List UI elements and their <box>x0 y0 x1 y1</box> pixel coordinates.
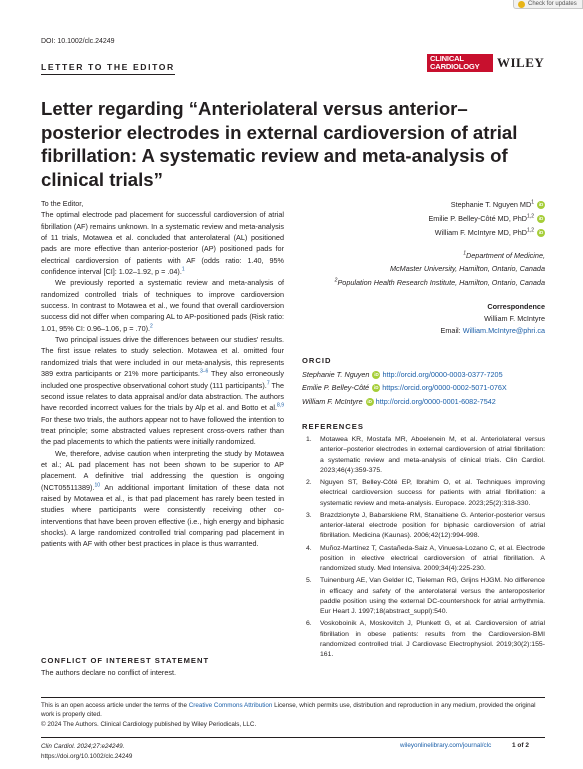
paragraph-2: We previously reported a systematic review and meta-analysis of randomized controlled trials of techniques to improve cardioversion success. In contrast to Motawea et al., we found that overall cardioversion success did not differ when comparing AL to AP-positioned pads (Risk ratio: 1.01, 95% CI: 0.96–1.06, p = .70).$^2$ <box>41 278 284 333</box>
correspondence-heading: Correspondence <box>487 301 545 311</box>
author-line: Stephanie T. Nguyen $MD^1$ iD <box>450 199 544 209</box>
coi-text: The authors declare no conflict of interest. <box>41 668 177 677</box>
footer-rule-2 <box>41 737 545 738</box>
author-line: Emilie P. Belley-Côté MD, PhD$^{1,2}$ iD <box>428 213 544 223</box>
orcid-entry: Emilie P. Belley-Côté iD https://orcid.org/0000-0002-5071-076X <box>302 383 507 393</box>
orcid-icon: iD <box>367 398 372 404</box>
orcid-entry: William F. McIntyre iD http://orcid.org/0000-0001-6082-7542 <box>302 396 496 406</box>
affiliation-1: $^1$Department of Medicine, <box>463 250 545 260</box>
orcid-icon: iD <box>373 385 379 391</box>
reference-item: 4. Muñoz-Martínez T, Castañeda-Saiz A, Vinuesa-Lozano C, et al. Electrode position in elective electrical cardioversion of atrial fibrillation. A randomized study. Med Intensiva. 2009;34(4):225-230. <box>306 544 545 572</box>
reference-item: 6. Voskoboinik A, Moskovitch J, Plunkett G, et al. Cardioversion of atrial fibrillation in obese patients: results from the Cardioversion-BMI randomized controlled trial. J Cardiovasc Electrophysiol. 2019;30(2):155-161. <box>306 620 545 658</box>
article-doi: DOI: 10.1002/clc.24249 <box>41 38 115 45</box>
paragraph-4: We, therefore, advise caution when interpreting the study by Motawea et al.; AL pad placement has not been shown to be superior to AP placement. A definitive trial addressing the question is ongoing (NCT05511389).$^{10}$ An additional important limitation of these data not raised by Motawea et al., is that pad placement has rarely been tested in studies where participants were consistently receiving other co-interventions that have been proven effective (i.e., high energy and biphasic shocks). A large randomized controlled trial comparing pad placement in patients with AF with other best practices in place is thus warranted. <box>41 448 284 549</box>
citation-7[interactable]: 7 <box>266 380 270 387</box>
update-icon <box>518 1 525 8</box>
kicker-rule <box>41 74 175 75</box>
salutation: To the Editor, <box>41 199 84 208</box>
orcid-link[interactable]: http://orcid.org/0000-0003-0377-7205 <box>382 370 503 379</box>
citation-8-9[interactable]: 8,9 <box>277 402 284 409</box>
orcid-link[interactable]: http://orcid.org/0000-0001-6082-7542 <box>375 396 496 406</box>
check-for-updates-label: Check for updates <box>528 1 577 7</box>
letter-body <box>41 198 284 550</box>
orcid-heading: ORCID <box>302 356 332 365</box>
author-line: William F. McIntyre MD, PhD$^{1,2}$ iD <box>434 227 544 237</box>
paragraph-1: The optimal electrode pad placement for successful cardioversion of atrial fibrillation (AF) remains unknown. In a systematic review and meta-analysis of 11 trials, Motawea et al. concluded that anterolateral (AL) positioned pads are more effective than anterior-posterior (AP) positioned pads for electrical cardioversion of patients with AF (odds ratio: 1.40, 95% confidence interval [CI]: 1.02–1.92, p = .04).$^1$ <box>41 210 284 277</box>
author-list <box>302 198 545 240</box>
footer-rule <box>41 697 545 698</box>
publisher-logo: WILEY <box>497 55 545 70</box>
reference-item: 1. Motawea KR, Mostafa MR, Aboelenein M, et al. Anteriolateral versus anterior–posterior electrodes in external cardioversion of atrial fibrillation: a systematic review and meta-analysis of clinical trials. Clin Cardiol. 2023;46(4):359-375. <box>306 436 545 474</box>
citation-10[interactable]: 10 <box>94 482 101 489</box>
email-link[interactable]: William.McIntyre@phri.ca <box>462 325 545 335</box>
journal-url[interactable]: wileyonlinelibrary.com/journal/clc <box>400 742 492 749</box>
affiliation-1-cont: McMaster University, Hamilton, Ontario, Canada <box>390 264 545 274</box>
license-link[interactable]: Creative Commons Attribution <box>188 702 273 709</box>
license-note: This is an open access article under the terms of the Creative Commons Attribution License, which permits use, distribution and reproduction in any medium, provided the original work is properly cited. © 2024 The Authors. Clinical Cardiology published by Wiley Periodicals, LLC. <box>41 702 536 728</box>
paragraph-3: Two principal issues drive the differences between our studies' results. The first issue relates to study selection. Motawea et al. omitted four randomized trials that were included in our meta-analysis, this represents 389 extra participants or 21% more participants.$^{3-6}$ They also erroneously included one prospective observational cohort study (111 participants).$^7$ The second issue relates to data appraisal and/or data abstraction. The authors have recorded incorrect values for the trials by Alp et al. and Botto et al.$^{8,9}$ For these two trials, the authors appear not to have followed the intention to treat principle; some abstracted values represent cross-overs rather than the pad placements to which the patients were initially randomized. <box>41 335 284 447</box>
orcid-entry: Stephanie T. Nguyen iD http://orcid.org/0000-0003-0377-7205 <box>302 370 503 379</box>
citation-3-6[interactable]: 3–6 <box>199 368 209 375</box>
citation-2[interactable]: 2 <box>150 323 153 330</box>
reference-item: 2. Nguyen ST, Belley-Côté EP, Ibrahim O, et al. Techniques improving electrical cardioversion success for patients with atrial fibrillation: a systematic review and meta-analysis. Europace. 2023;25(2):318-330. <box>306 479 545 507</box>
doi-url[interactable]: https://doi.org/10.1002/clc.24249 <box>41 752 133 760</box>
orcid-icon[interactable]: iD <box>538 202 544 208</box>
affiliations <box>302 249 545 289</box>
reference-item: 3. Brazdzionyte J, Babarskiene RM, Stanaitiene G. Anterior-posterior versus anterior-lateral electrode position for biphasic cardioversion of atrial fibrillation. Medicina (Kaunas). 2006;42(12):994-998. <box>306 511 545 540</box>
correspondence-name: William F. McIntyre <box>484 313 545 323</box>
coi-heading: CONFLICT OF INTEREST STATEMENT <box>41 656 210 665</box>
affiliation-2: $^2$Population Health Research Institute, Hamilton, Ontario, Canada <box>334 277 545 287</box>
citation-1[interactable]: 1 <box>181 266 185 273</box>
page-number: 1 of 2 <box>512 742 529 749</box>
journal-citation: Clin Cardiol. 2024;27:e24249. <box>41 743 125 750</box>
orcid-link[interactable]: https://orcid.org/0000-0002-5071-076X <box>382 383 507 393</box>
journal-logo: CLINICAL CARDIOLOGY <box>427 54 493 72</box>
orcid-icon[interactable]: iD <box>538 216 544 222</box>
references-heading: REFERENCES <box>302 422 364 431</box>
check-for-updates-badge[interactable] <box>513 0 583 9</box>
correspondence-email: Email: William.McIntyre@phri.ca <box>440 325 545 335</box>
citation-block <box>41 742 132 761</box>
article-type-kicker: LETTER TO THE EDITOR <box>41 62 175 72</box>
orcid-icon: iD <box>374 372 379 378</box>
reference-list <box>302 435 545 662</box>
author-block <box>302 198 545 337</box>
article-title: Letter regarding “Anteriolateral versus anterior–posterior electrodes in external cardioversion of atrial fibrillation: A systematic review and meta-analysis of clinical trials” <box>41 98 518 190</box>
orcid-list <box>302 368 552 408</box>
reference-item: 5. Tuinenburg AE, Van Gelder IC, Tieleman RG, Grijns HJGM. No difference in efficacy and safety of the anterolateral versus the anteroposterior paddle position using the external DC-countershock for atrial arrhythmia. Eur Heart J. 1997;18(abstract_suppl):540. <box>306 577 545 615</box>
copyright: © 2024 The Authors. Clinical Cardiology published by Wiley Periodicals, LLC. <box>41 720 257 728</box>
orcid-icon[interactable]: iD <box>538 230 544 236</box>
